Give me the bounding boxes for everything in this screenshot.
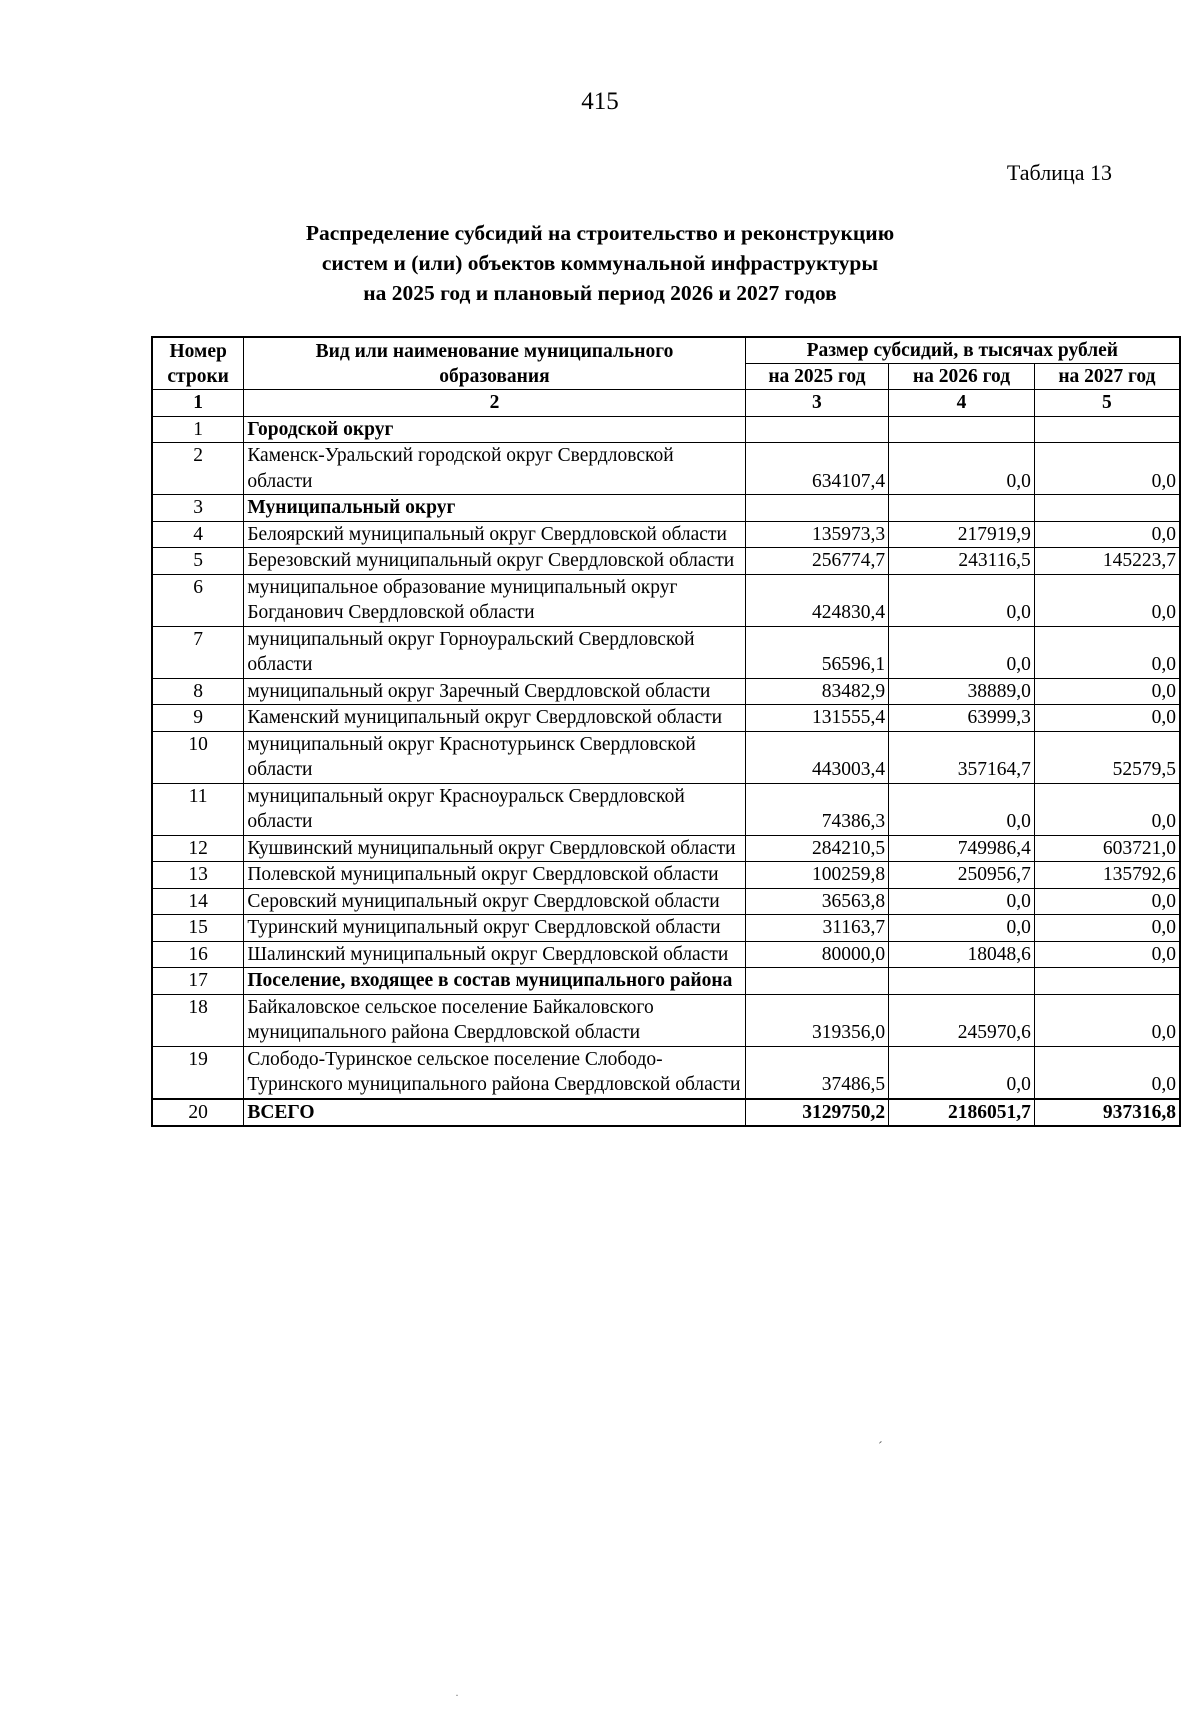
value-2025 [745,495,889,522]
table-row [152,416,1180,443]
municipality-name: Муниципальный округ [244,495,745,522]
value-2027: 0,0 [1034,678,1180,705]
column-number: 4 [889,390,1035,417]
value-2026: 0,0 [889,1046,1035,1099]
municipality-name: Байкаловское сельское поселение Байкаловского муниципального района Свердловской области [244,994,745,1046]
value-2026 [889,968,1035,995]
value-2026 [889,416,1035,443]
table-row [152,678,1180,705]
value-2027: 0,0 [1034,941,1180,968]
header-2027: на 2027 год [1034,364,1180,390]
row-number: 17 [152,968,244,995]
row-number: 8 [152,678,244,705]
value-2025: 56596,1 [745,626,889,678]
value-2025: 319356,0 [745,994,889,1046]
table-row [152,626,1180,678]
value-2025: 74386,3 [745,783,889,835]
column-number: 5 [1034,390,1180,417]
value-2027: 603721,0 [1034,835,1180,862]
row-number: 9 [152,705,244,732]
row-number: 18 [152,994,244,1046]
row-number: 19 [152,1046,244,1099]
value-2026: 217919,9 [889,521,1035,548]
value-2025: 443003,4 [745,731,889,783]
value-2027 [1034,416,1180,443]
row-number: 4 [152,521,244,548]
table-row [152,888,1180,915]
municipality-name: Серовский муниципальный округ Свердловской области [244,888,745,915]
value-2027: 0,0 [1034,888,1180,915]
value-2025: 131555,4 [745,705,889,732]
subsidy-table [151,336,1181,1127]
table-row [152,495,1180,522]
municipality-name: Каменск-Уральский городской округ Свердловской области [244,443,745,495]
municipality-name: ВСЕГО [244,1099,745,1127]
column-number: 2 [244,390,745,417]
scan-mark: ˊ [878,1440,883,1455]
municipality-name: Кушвинский муниципальный округ Свердловской области [244,835,745,862]
table-row [152,783,1180,835]
value-2027: 145223,7 [1034,548,1180,575]
table-row [152,941,1180,968]
municipality-name: муниципальный округ Красноуральск Свердловской области [244,783,745,835]
table-label: Таблица 13 [1006,160,1112,185]
table-row [152,731,1180,783]
header-row-number-line-2: строки [167,365,229,387]
row-number: 6 [152,574,244,626]
value-2025: 284210,5 [745,835,889,862]
header-amount-group: Размер субсидий, в тысячах рублей [745,337,1180,364]
value-2025: 3129750,2 [745,1099,889,1127]
value-2025: 424830,4 [745,574,889,626]
header-name-line-2: образования [439,365,550,387]
value-2026: 0,0 [889,915,1035,942]
municipality-name: Шалинский муниципальный округ Свердловской области [244,941,745,968]
header-row-number [152,337,244,390]
row-number: 3 [152,495,244,522]
column-number: 1 [152,390,244,417]
table-row [152,521,1180,548]
row-number: 15 [152,915,244,942]
row-number: 16 [152,941,244,968]
value-2027: 937316,8 [1034,1099,1180,1127]
table-row [152,835,1180,862]
value-2025: 634107,4 [745,443,889,495]
municipality-name: Городской округ [244,416,745,443]
value-2027: 0,0 [1034,574,1180,626]
value-2026: 0,0 [889,574,1035,626]
value-2025: 83482,9 [745,678,889,705]
row-number: 10 [152,731,244,783]
value-2026: 250956,7 [889,862,1035,889]
table-row [152,705,1180,732]
value-2025: 135973,3 [745,521,889,548]
table-row [152,968,1180,995]
value-2027: 0,0 [1034,443,1180,495]
municipality-name: Березовский муниципальный округ Свердловской области [244,548,745,575]
value-2026: 0,0 [889,888,1035,915]
value-2025: 36563,8 [745,888,889,915]
row-number: 13 [152,862,244,889]
table-row [152,994,1180,1046]
value-2027: 0,0 [1034,915,1180,942]
value-2025 [745,416,889,443]
value-2026 [889,495,1035,522]
municipality-name: Туринский муниципальный округ Свердловской области [244,915,745,942]
value-2026: 18048,6 [889,941,1035,968]
municipality-name: Полевской муниципальный округ Свердловской области [244,862,745,889]
value-2025: 37486,5 [745,1046,889,1099]
value-2025: 31163,7 [745,915,889,942]
total-row [152,1099,1180,1127]
row-number: 20 [152,1099,244,1127]
value-2026: 357164,7 [889,731,1035,783]
value-2026: 2186051,7 [889,1099,1035,1127]
value-2027: 0,0 [1034,994,1180,1046]
table-row [152,915,1180,942]
value-2026: 243116,5 [889,548,1035,575]
value-2026: 0,0 [889,443,1035,495]
header-name-line-1: Вид или наименование муниципального [315,340,674,362]
municipality-name: муниципальный округ Заречный Свердловской области [244,678,745,705]
value-2027: 0,0 [1034,783,1180,835]
value-2027: 0,0 [1034,1046,1180,1099]
table-row [152,862,1180,889]
row-number: 14 [152,888,244,915]
row-number: 2 [152,443,244,495]
header-2026: на 2026 год [889,364,1035,390]
header-2025: на 2025 год [745,364,889,390]
row-number: 1 [152,416,244,443]
title-line-2: систем и (или) объектов коммунальной инфраструктуры [321,251,879,275]
value-2026: 0,0 [889,626,1035,678]
table-row [152,443,1180,495]
page-number: 415 [581,88,619,115]
value-2025: 256774,7 [745,548,889,575]
table-title [0,218,1200,308]
value-2027: 0,0 [1034,626,1180,678]
value-2026: 38889,0 [889,678,1035,705]
row-number: 7 [152,626,244,678]
value-2025: 100259,8 [745,862,889,889]
value-2027: 52579,5 [1034,731,1180,783]
header-row-number-line-1: Номер [169,340,227,362]
value-2027: 135792,6 [1034,862,1180,889]
scan-mark: · [455,1688,459,1702]
table-row [152,1046,1180,1099]
value-2026: 749986,4 [889,835,1035,862]
value-2025 [745,968,889,995]
value-2027: 0,0 [1034,705,1180,732]
value-2026: 63999,3 [889,705,1035,732]
value-2026: 0,0 [889,783,1035,835]
table-row [152,574,1180,626]
header-name [244,337,745,390]
municipality-name: муниципальный округ Горноуральский Свердловской области [244,626,745,678]
municipality-name: Белоярский муниципальный округ Свердловской области [244,521,745,548]
municipality-name: муниципальное образование муниципальный округ Богданович Свердловской области [244,574,745,626]
table-row [152,548,1180,575]
title-line-3: на 2025 год и плановый период 2026 и 2027 годов [363,281,837,305]
row-number: 12 [152,835,244,862]
municipality-name: муниципальный округ Краснотурьинск Свердловской области [244,731,745,783]
column-numbers-row [152,390,1180,417]
column-number: 3 [745,390,889,417]
municipality-name: Каменский муниципальный округ Свердловской области [244,705,745,732]
value-2027 [1034,968,1180,995]
value-2025: 80000,0 [745,941,889,968]
municipality-name: Слободо-Туринское сельское поселение Слободо-Туринского муниципального района Свердловской области [244,1046,745,1099]
row-number: 11 [152,783,244,835]
title-line-1: Распределение субсидий на строительство и реконструкцию [305,221,895,245]
municipality-name: Поселение, входящее в состав муниципального района [244,968,745,995]
value-2026: 245970,6 [889,994,1035,1046]
row-number: 5 [152,548,244,575]
value-2027: 0,0 [1034,521,1180,548]
value-2027 [1034,495,1180,522]
